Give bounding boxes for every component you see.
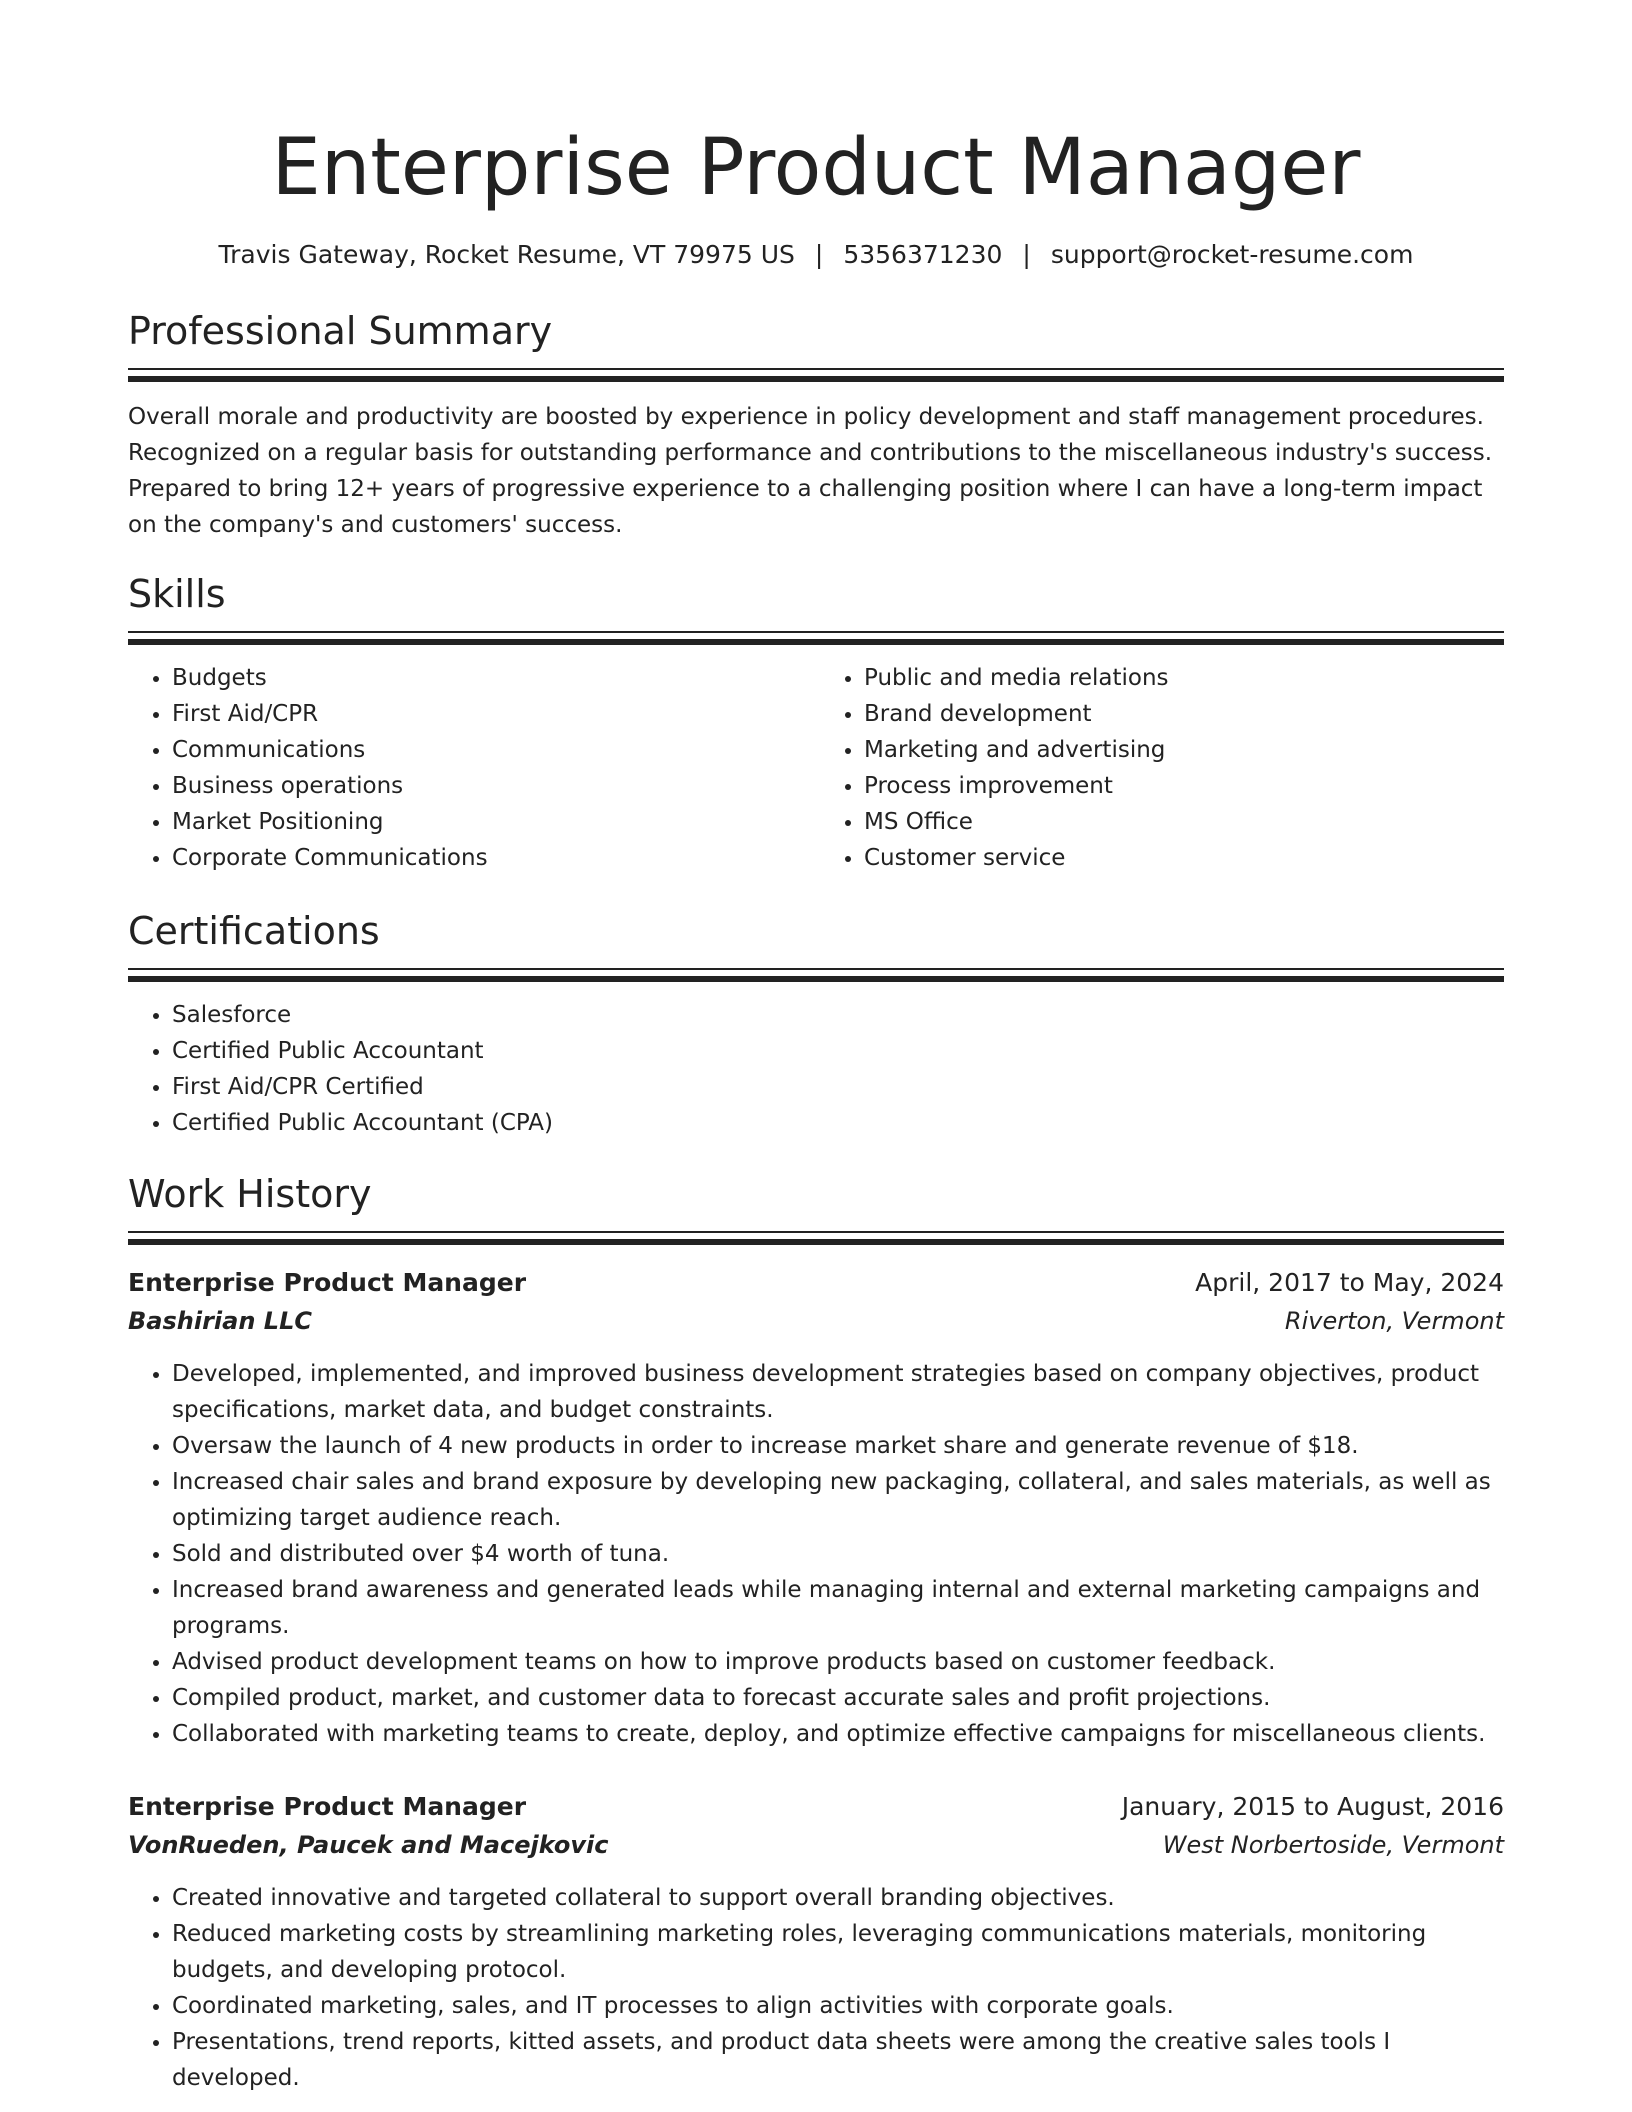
section-divider — [128, 368, 1504, 383]
work-history-section — [128, 1169, 1504, 2096]
job-entry — [128, 1788, 1504, 2096]
job-bullet: • Advised product development teams on how to improve products based on customer feedback. — [172, 1644, 1504, 1680]
job-bullets — [128, 1880, 1504, 2096]
section-divider — [128, 968, 1504, 983]
job-bullet: • Increased brand awareness and generated leads while managing internal and external marketing campaigns and programs. — [172, 1572, 1504, 1644]
job-company: Bashirian LLC — [128, 1307, 312, 1335]
job-bullet: • Reduced marketing costs by streamlining marketing roles, leveraging communications materials, monitoring budgets, and developing protocol. — [172, 1916, 1504, 1988]
job-location: Riverton, Vermont — [1284, 1307, 1504, 1335]
skill-item: • Public and media relations — [864, 660, 1504, 696]
skill-item: • Budgets — [172, 660, 816, 696]
skill-item: • MS Office — [864, 804, 1504, 840]
job-dates: January, 2015 to August, 2016 — [1121, 1792, 1504, 1821]
job-bullet: • Sold and distributed over $4 worth of tuna. — [172, 1536, 1504, 1572]
section-heading: Professional Summary — [128, 309, 553, 353]
certification-item: • Salesforce — [172, 997, 1504, 1033]
job-title: Enterprise Product Manager — [128, 1268, 527, 1297]
section-divider — [128, 1231, 1504, 1246]
job-bullet: • Oversaw the launch of 4 new products in order to increase market share and generate revenue of $18. — [172, 1428, 1504, 1464]
skill-item: • First Aid/CPR — [172, 696, 816, 732]
contact-phone: 5356371230 — [843, 240, 1003, 269]
skill-item: • Business operations — [172, 768, 816, 804]
skill-item: • Corporate Communications — [172, 840, 816, 876]
job-title: Enterprise Product Manager — [128, 1792, 527, 1821]
job-location: West Norbertoside, Vermont — [1162, 1831, 1504, 1859]
section-heading: Work History — [128, 1172, 372, 1216]
skill-item: • Brand development — [864, 696, 1504, 732]
job-bullet: • Increased chair sales and brand exposure by developing new packaging, collateral, and sales materials, as well as optimizing target audience reach. — [172, 1464, 1504, 1536]
job-bullet: • Presentations, trend reports, kitted assets, and product data sheets were among the creative sales tools I developed. — [172, 2024, 1504, 2096]
contact-address: Travis Gateway, Rocket Resume, VT 79975 US — [218, 240, 795, 269]
job-dates: April, 2017 to May, 2024 — [1195, 1268, 1504, 1297]
certification-item: • Certified Public Accountant (CPA) — [172, 1105, 1504, 1141]
skill-item: • Customer service — [864, 840, 1504, 876]
job-bullet: • Developed, implemented, and improved business development strategies based on company objectives, product specifications, market data, and budget constraints. — [172, 1356, 1504, 1428]
skills-section — [128, 569, 1504, 876]
job-company: VonRueden, Paucek and Macejkovic — [128, 1831, 609, 1859]
skills-list-right — [816, 660, 1504, 876]
skill-item: • Process improvement — [864, 768, 1504, 804]
certification-item: • Certified Public Accountant — [172, 1033, 1504, 1069]
contact-email: support@rocket-resume.com — [1050, 240, 1414, 269]
contact-separator: | — [1022, 240, 1031, 269]
summary-text: Overall morale and productivity are boosted by experience in policy development and staff management procedures. Recognized on a regular basis for outstanding performance and contributions to the miscellaneous industry's success. Prepared to bring 12+ years of progressive experience to a challenging position where I can have a long-term impact on the company's and customers' success. — [128, 404, 1493, 538]
skill-item: • Marketing and advertising — [864, 732, 1504, 768]
job-bullet: • Coordinated marketing, sales, and IT processes to align activities with corporate goals. — [172, 1988, 1504, 2024]
certifications-list — [128, 997, 1504, 1141]
job-company-row — [128, 1826, 1504, 1864]
job-entry — [128, 1264, 1504, 1752]
skills-list-left — [128, 660, 816, 876]
job-company-row — [128, 1302, 1504, 1340]
contact-separator: | — [814, 240, 824, 269]
job-bullet: • Collaborated with marketing teams to create, deploy, and optimize effective campaigns for miscellaneous clients. — [172, 1716, 1504, 1752]
resume-content — [128, 0, 1504, 2096]
resume-title: Enterprise Product Manager — [271, 123, 1361, 213]
job-bullet: • Created innovative and targeted collateral to support overall branding objectives. — [172, 1880, 1504, 1916]
section-divider — [128, 631, 1504, 646]
job-header-row — [128, 1264, 1504, 1302]
certifications-section — [128, 906, 1504, 1141]
section-heading: Certifications — [128, 909, 380, 953]
summary-section — [128, 306, 1504, 543]
skills-grid — [128, 660, 1504, 876]
job-bullet: • Compiled product, market, and customer data to forecast accurate sales and profit projections. — [172, 1680, 1504, 1716]
job-header-row — [128, 1788, 1504, 1826]
certification-item: • First Aid/CPR Certified — [172, 1069, 1504, 1105]
skill-item: • Market Positioning — [172, 804, 816, 840]
skill-item: • Communications — [172, 732, 816, 768]
job-bullets — [128, 1356, 1504, 1752]
section-heading: Skills — [128, 572, 226, 616]
contact-line — [128, 238, 1504, 272]
